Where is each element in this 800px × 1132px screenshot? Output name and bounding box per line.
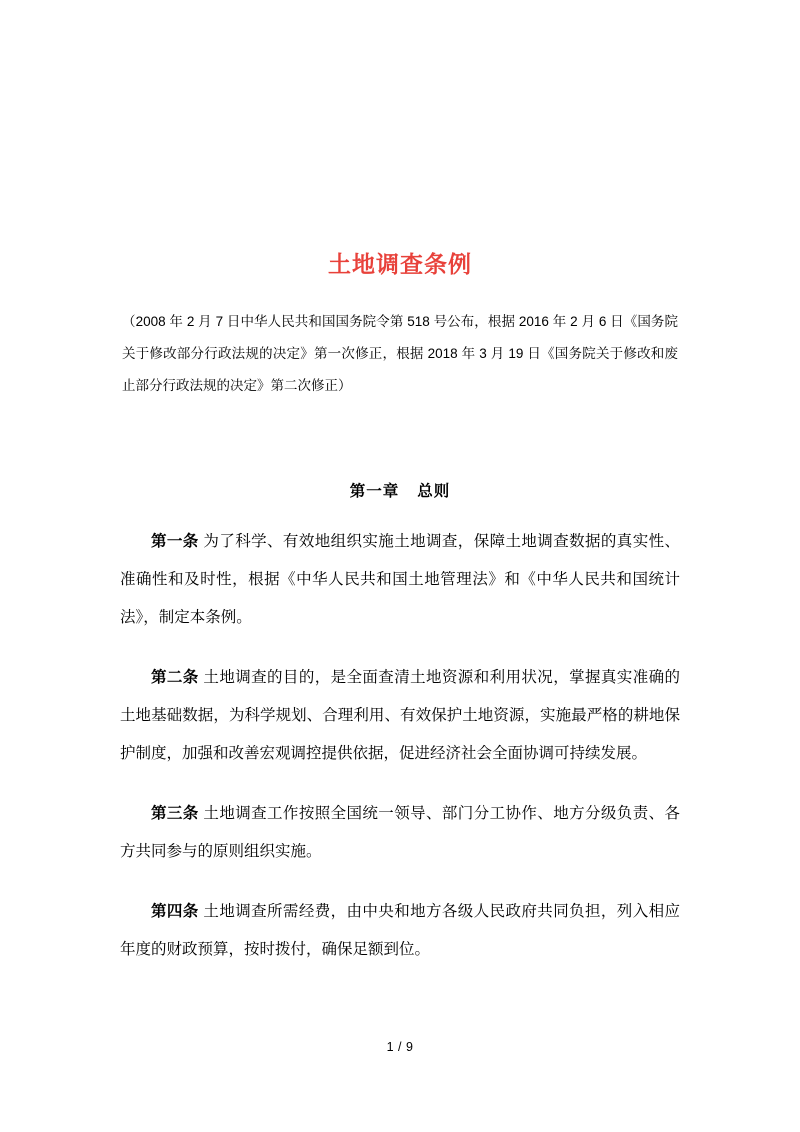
top-spacer — [120, 0, 680, 248]
article-text: 为了科学、有效地组织实施土地调查，保障土地调查数据的真实性、准确性和及时性，根据《中华人民共和国土地管理法》和《中华人民共和国统计法》，制定本条例。 — [120, 533, 680, 627]
article-item — [120, 523, 680, 637]
article-text: 土地调查工作按照全国统一领导、部门分工协作、地方分级负责、各方共同参与的原则组织实施。 — [120, 805, 680, 861]
article-label: 第一条 — [151, 533, 199, 551]
article-text: 土地调查的目的，是全面查清土地资源和利用状况，掌握真实准确的土地基础数据，为科学规划、合理利用、有效保护土地资源，实施最严格的耕地保护制度，加强和改善宏观调控提供依据，促进经济社会全面协调可持续发展。 — [120, 669, 680, 763]
article-item — [120, 795, 680, 871]
page-number-footer: 1 / 9 — [386, 1040, 414, 1054]
chapter-number: 第一章 — [349, 483, 400, 501]
page-title: 土地调查条例 — [328, 251, 472, 277]
article-label: 第四条 — [151, 903, 199, 921]
article-text: 土地调查所需经费，由中央和地方各级人民政府共同负担，列入相应年度的财政预算，按时拨付，确保足额到位。 — [120, 903, 680, 959]
article-item — [120, 893, 680, 969]
chapter-heading — [120, 479, 680, 501]
article-label: 第二条 — [151, 669, 199, 687]
article-item — [120, 659, 680, 773]
article-label: 第三条 — [151, 805, 199, 823]
chapter-name: 总则 — [417, 483, 451, 501]
promulgation-note: （2008 年 2 月 7 日中华人民共和国国务院令第 518 号公布，根据 2016 年 2 月 6 日《国务院关于修改部分行政法规的决定》第一次修正，根据 2018 年 3 月 19 日《国务院关于修改和废止部分行政法规的决定》第二次修正） — [122, 314, 678, 393]
